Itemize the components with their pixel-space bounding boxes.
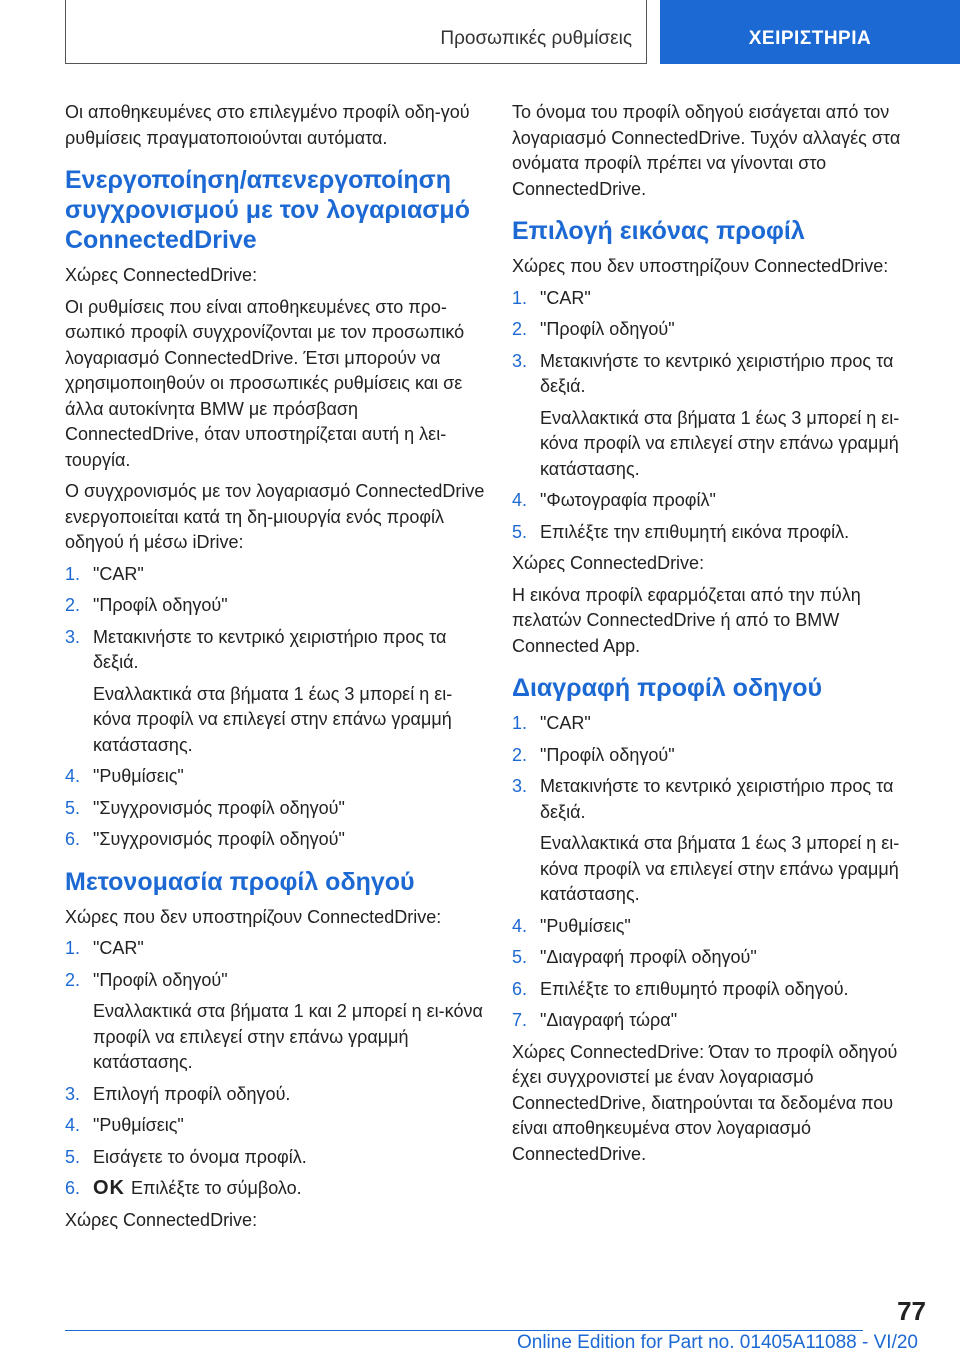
- list-item: [512, 774, 928, 908]
- step-text: "Ρυθμίσεις": [93, 766, 184, 786]
- step-number: 1.: [65, 563, 81, 584]
- step-text: Επιλογή προφίλ οδηγού.: [93, 1083, 291, 1104]
- step-text: "Προφίλ οδηγού": [540, 319, 675, 339]
- list-item: [512, 977, 928, 1003]
- list-item: [512, 945, 928, 971]
- list-item: [65, 1176, 485, 1202]
- list-item: [65, 1113, 485, 1139]
- step-number: 5.: [512, 947, 528, 967]
- step-text: "Διαγραφή προφίλ οδηγού": [540, 947, 757, 967]
- list-item: [512, 488, 928, 514]
- step-note: Εναλλακτικά στα βήματα 1 έως 3 μπορεί η ει-κόνα προφίλ να επιλεγεί στην επάνω γραμμή κατάστασης.: [540, 407, 900, 479]
- step-text: "CAR": [540, 287, 591, 308]
- list-item: [512, 711, 928, 737]
- step-text: "CAR": [540, 713, 591, 733]
- rename-continued-text: Το όνομα του προφίλ οδηγού εισάγεται από τον λογαριασμό ConnectedDrive. Τυχόν αλλαγές στα ονόματα προφίλ πρέπει να γίνονται στο ConnectedDrive.: [512, 102, 901, 199]
- sync-description: Οι ρυθμίσεις που είναι αποθηκευμένες στο προ-σωπικό προφίλ συγχρονίζονται με τον προσωπικό λογαριασμό ConnectedDrive. Έτσι μπορούν να χρησιμοποιηθούν οι προσωπικές ρυθμίσεις και σε άλλα αυτοκίνητα BMW με πρόσβαση ConnectedDrive, όταν υποστηρίζεται αυτή η λει-τουργία.: [65, 296, 465, 470]
- step-number: 3.: [65, 626, 81, 647]
- step-text: Μετακινήστε το κεντρικό χειριστήριο προς τα δεξιά.: [540, 776, 894, 822]
- rename-countries-label: Χώρες που δεν υποστηρίζουν ConnectedDrive:: [65, 906, 442, 927]
- step-number: 4.: [65, 766, 81, 786]
- step-text: "CAR": [93, 563, 144, 584]
- list-item: [512, 317, 928, 343]
- step-text: "Διαγραφή τώρα": [540, 1010, 678, 1030]
- list-item: [65, 827, 485, 853]
- intro-paragraph: Οι αποθηκευμένες στο επιλεγμένο προφίλ οδη-γού ρυθμίσεις πραγματοποιούνται αυτόματα.: [65, 102, 470, 148]
- right-column: [512, 100, 928, 1173]
- footer-edition-text: Online Edition for Part no. 01405A11088 - VI/20: [516, 1332, 918, 1353]
- step-number: 5.: [65, 1146, 81, 1167]
- step-number: 4.: [512, 490, 528, 510]
- sync-activation-text: Ο συγχρονισμός με τον λογαριασμό ConnectedDrive ενεργοποιείται κατά τη δη-μιουργία ενός προφίλ οδηγού ή μέσω iDrive:: [65, 481, 485, 552]
- rename-heading: Μετονομασία προφίλ οδηγού: [65, 867, 415, 896]
- image-heading: Επιλογή εικόνας προφίλ: [512, 217, 805, 245]
- list-item: [65, 764, 485, 790]
- step-number: 6.: [65, 1178, 81, 1198]
- step-text: Επιλέξτε το σύμβολο.: [131, 1178, 302, 1198]
- step-text: "Ρυθμίσεις": [93, 1115, 184, 1135]
- step-text: "Προφίλ οδηγού": [540, 744, 675, 765]
- step-number: 3.: [512, 776, 528, 796]
- step-number: 1.: [512, 287, 528, 308]
- step-number: 1.: [65, 938, 81, 958]
- list-item: [65, 968, 485, 1076]
- list-item: [65, 1145, 485, 1171]
- step-text: Επιλέξτε το επιθυμητό προφίλ οδηγού.: [540, 978, 849, 999]
- image-countries-label: Χώρες που δεν υποστηρίζουν ConnectedDrive:: [512, 256, 889, 276]
- step-number: 3.: [512, 350, 528, 371]
- step-number: 2.: [65, 969, 81, 990]
- step-number: 3.: [65, 1083, 81, 1104]
- delete-connecteddrive-text: Χώρες ConnectedDrive: Όταν το προφίλ οδηγού έχει συγχρονιστεί με έναν λογαριασμό ConnectedDrive, διατηρούνται τα δεδομένα που είναι αποθηκευμένα στον λογαριασμό ConnectedDrive.: [512, 1041, 898, 1164]
- list-item: [512, 286, 928, 312]
- left-column: [65, 100, 485, 1239]
- step-number: 2.: [512, 744, 528, 765]
- step-note: Εναλλακτικά στα βήματα 1 και 2 μπορεί η ει-κόνα προφίλ να επιλεγεί στην επάνω γραμμή κατάστασης.: [93, 1001, 483, 1072]
- list-item: [512, 520, 928, 546]
- image-steps-list: [512, 286, 928, 546]
- step-text: "Συγχρονισμός προφίλ οδηγού": [93, 829, 345, 849]
- step-text: Μετακινήστε το κεντρικό χειριστήριο προς τα δεξιά.: [540, 350, 894, 396]
- step-text: Μετακινήστε το κεντρικό χειριστήριο προς τα δεξιά.: [93, 626, 447, 672]
- step-number: 5.: [65, 797, 81, 818]
- list-item: [65, 562, 485, 588]
- list-item: [65, 1082, 485, 1108]
- step-number: 6.: [512, 978, 528, 999]
- step-number: 2.: [512, 319, 528, 339]
- step-number: 2.: [65, 595, 81, 615]
- delete-steps-list: [512, 711, 928, 1034]
- step-number: 4.: [512, 915, 528, 936]
- step-text: "Συγχρονισμός προφίλ οδηγού": [93, 797, 345, 818]
- delete-heading: Διαγραφή προφίλ οδηγού: [512, 674, 823, 702]
- image-portal-text: Η εικόνα προφίλ εφαρμόζεται από την πύλη πελατών ConnectedDrive ή από το BMW Connected App.: [512, 584, 861, 656]
- step-text: Επιλέξτε την επιθυμητή εικόνα προφίλ.: [540, 521, 850, 542]
- step-number: 7.: [512, 1010, 528, 1030]
- list-item: [512, 914, 928, 940]
- list-item: [512, 743, 928, 769]
- rename-connecteddrive-label: Χώρες ConnectedDrive:: [65, 1209, 258, 1230]
- step-number: 5.: [512, 521, 528, 542]
- list-item: [65, 936, 485, 962]
- page-number: 77: [897, 1296, 926, 1326]
- rename-steps-list: [65, 936, 485, 1202]
- ok-symbol-icon: OK: [93, 1177, 125, 1199]
- step-note: Εναλλακτικά στα βήματα 1 έως 3 μπορεί η ει-κόνα προφίλ να επιλεγεί στην επάνω γραμμή κατάστασης.: [93, 683, 453, 755]
- step-note: Εναλλακτικά στα βήματα 1 έως 3 μπορεί η ει-κόνα προφίλ να επιλεγεί στην επάνω γραμμή κατάστασης.: [540, 833, 900, 904]
- step-text: "Προφίλ οδηγού": [93, 595, 228, 615]
- footer-divider: [65, 1330, 863, 1331]
- step-text: "Προφίλ οδηγού": [93, 969, 228, 990]
- sync-countries-label: Χώρες ConnectedDrive:: [65, 265, 258, 285]
- step-text: Εισάγετε το όνομα προφίλ.: [93, 1146, 307, 1167]
- step-text: "Ρυθμίσεις": [540, 915, 631, 936]
- header-chapter-tab[interactable]: ΧΕΙΡΙΣΤΗΡΙΑ: [660, 0, 960, 64]
- list-item: [65, 796, 485, 822]
- sync-steps-list: [65, 562, 485, 853]
- image-connecteddrive-label: Χώρες ConnectedDrive:: [512, 553, 705, 573]
- step-number: 4.: [65, 1115, 81, 1135]
- list-item: [65, 593, 485, 619]
- list-item: [512, 1008, 928, 1034]
- header-section-title: Προσωπικές ρυθμίσεις: [65, 0, 647, 64]
- list-item: [65, 625, 485, 759]
- step-number: 1.: [512, 713, 528, 733]
- step-text: "Φωτογραφία προφίλ": [540, 490, 716, 510]
- step-number: 6.: [65, 829, 81, 849]
- step-text: "CAR": [93, 938, 144, 958]
- sync-heading: Ενεργοποίηση/απενεργοποίηση συγχρονισμού με τον λογαριασμό ConnectedDrive: [65, 166, 470, 254]
- list-item: [512, 349, 928, 483]
